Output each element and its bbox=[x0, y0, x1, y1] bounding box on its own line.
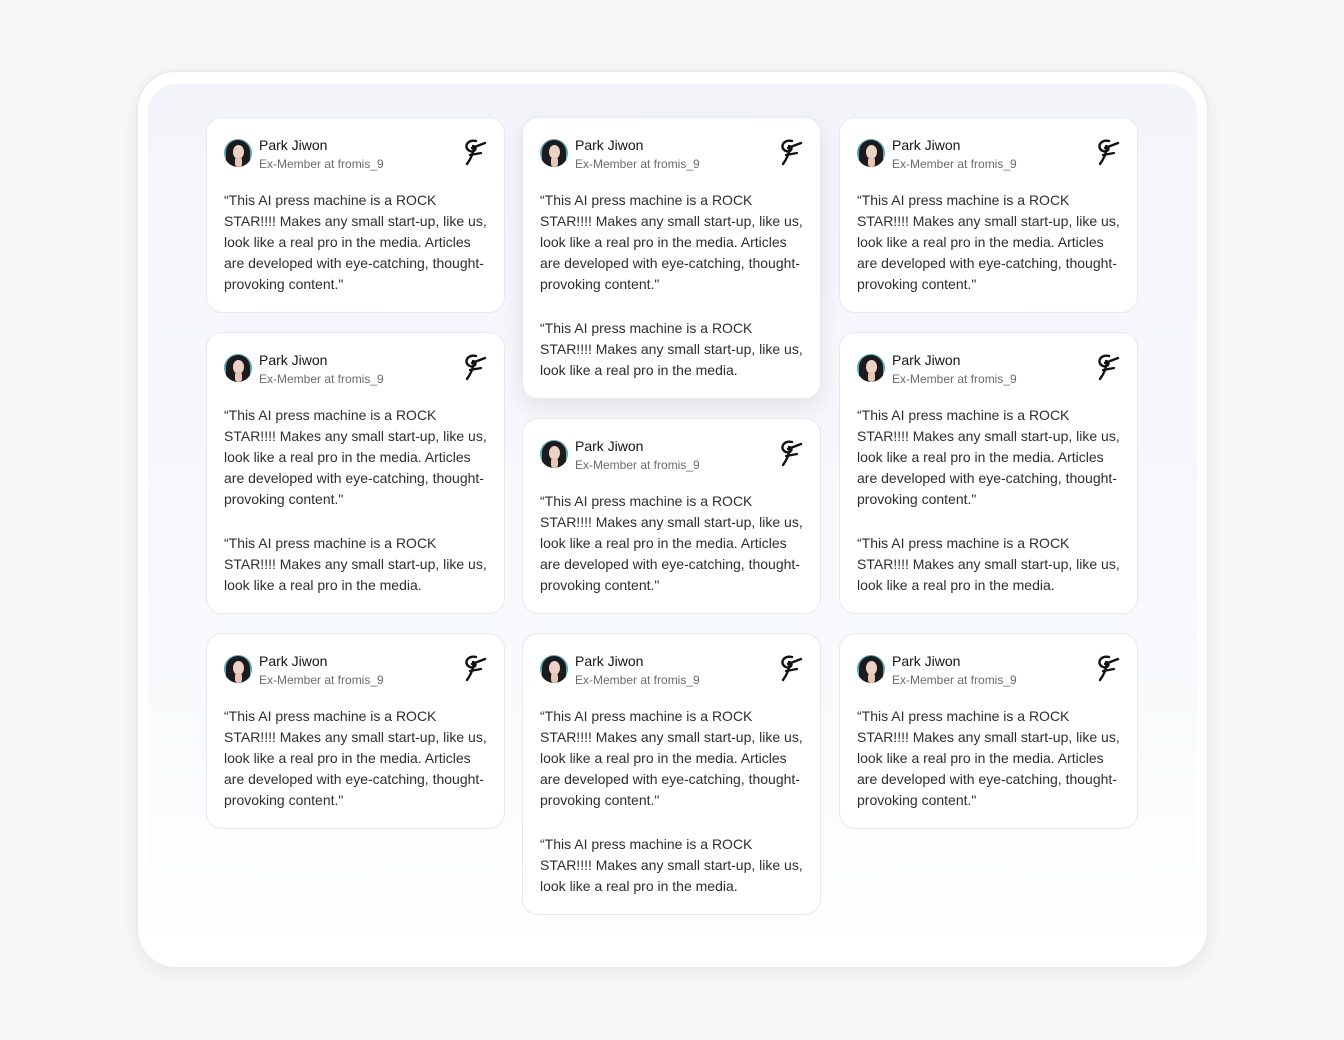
author-role: Ex-Member at fromis_9 bbox=[575, 458, 700, 472]
testimonial-section bbox=[148, 84, 1197, 957]
testimonial-quote: “This AI press machine is a ROCK STAR!!!! Makes any small start-up, like us, look like a real pro in the media. Articles are developed with eye-catching, thought-provoking content." bbox=[540, 192, 803, 292]
testimonial-quote: “This AI press machine is a ROCK STAR!!!! Makes any small start-up, like us, look like a real pro in the media. bbox=[540, 320, 803, 378]
testimonial-quote: “This AI press machine is a ROCK STAR!!!! Makes any small start-up, like us, look like a real pro in the media. bbox=[857, 535, 1120, 593]
avatar bbox=[224, 139, 252, 167]
author-name: Park Jiwon bbox=[259, 653, 328, 669]
brand-logo-icon bbox=[1094, 654, 1120, 682]
card-header bbox=[857, 652, 1120, 692]
card-header bbox=[224, 351, 487, 391]
card-header bbox=[857, 136, 1120, 176]
brand-logo-icon bbox=[777, 654, 803, 682]
card-header bbox=[540, 437, 803, 477]
card-header bbox=[540, 136, 803, 176]
testimonial-card bbox=[522, 633, 821, 915]
author-role: Ex-Member at fromis_9 bbox=[892, 673, 1017, 687]
avatar bbox=[857, 139, 885, 167]
author-role: Ex-Member at fromis_9 bbox=[575, 157, 700, 171]
author-role: Ex-Member at fromis_9 bbox=[259, 157, 384, 171]
author-role: Ex-Member at fromis_9 bbox=[892, 157, 1017, 171]
author-name: Park Jiwon bbox=[575, 137, 644, 153]
avatar bbox=[857, 655, 885, 683]
testimonial-quote: “This AI press machine is a ROCK STAR!!!! Makes any small start-up, like us, look like a real pro in the media. Articles are developed with eye-catching, thought-provoking content." bbox=[857, 407, 1120, 507]
testimonial-quote: “This AI press machine is a ROCK STAR!!!! Makes any small start-up, like us, look like a real pro in the media. bbox=[224, 535, 487, 593]
card-header bbox=[540, 652, 803, 692]
brand-logo-icon bbox=[1094, 353, 1120, 381]
author-name: Park Jiwon bbox=[259, 137, 328, 153]
brand-logo-icon bbox=[461, 654, 487, 682]
avatar bbox=[540, 139, 568, 167]
author-role: Ex-Member at fromis_9 bbox=[575, 673, 700, 687]
brand-logo-icon bbox=[461, 138, 487, 166]
author-name: Park Jiwon bbox=[575, 438, 644, 454]
brand-logo-icon bbox=[777, 439, 803, 467]
testimonial-quote: “This AI press machine is a ROCK STAR!!!! Makes any small start-up, like us, look like a real pro in the media. Articles are developed with eye-catching, thought-provoking content." bbox=[857, 708, 1120, 808]
testimonial-quote: “This AI press machine is a ROCK STAR!!!! Makes any small start-up, like us, look like a real pro in the media. Articles are developed with eye-catching, thought-provoking content." bbox=[224, 192, 487, 292]
testimonial-card bbox=[522, 418, 821, 614]
testimonial-card bbox=[206, 332, 505, 614]
testimonial-quote: “This AI press machine is a ROCK STAR!!!! Makes any small start-up, like us, look like a real pro in the media. Articles are developed with eye-catching, thought-provoking content." bbox=[540, 708, 803, 808]
card-header bbox=[857, 351, 1120, 391]
author-name: Park Jiwon bbox=[575, 653, 644, 669]
card-header bbox=[224, 136, 487, 176]
author-role: Ex-Member at fromis_9 bbox=[259, 673, 384, 687]
brand-logo-icon bbox=[461, 353, 487, 381]
card-header bbox=[224, 652, 487, 692]
testimonial-quote: “This AI press machine is a ROCK STAR!!!! Makes any small start-up, like us, look like a real pro in the media. Articles are developed with eye-catching, thought-provoking content." bbox=[857, 192, 1120, 292]
testimonial-card bbox=[522, 117, 821, 399]
testimonial-card bbox=[206, 633, 505, 829]
author-name: Park Jiwon bbox=[892, 653, 961, 669]
avatar bbox=[224, 655, 252, 683]
avatar bbox=[540, 655, 568, 683]
testimonial-quote: “This AI press machine is a ROCK STAR!!!! Makes any small start-up, like us, look like a real pro in the media. Articles are developed with eye-catching, thought-provoking content." bbox=[224, 407, 487, 507]
author-role: Ex-Member at fromis_9 bbox=[259, 372, 384, 386]
brand-logo-icon bbox=[1094, 138, 1120, 166]
testimonial-card bbox=[839, 633, 1138, 829]
testimonial-card bbox=[839, 117, 1138, 313]
avatar bbox=[857, 354, 885, 382]
author-name: Park Jiwon bbox=[259, 352, 328, 368]
author-role: Ex-Member at fromis_9 bbox=[892, 372, 1017, 386]
avatar bbox=[224, 354, 252, 382]
author-name: Park Jiwon bbox=[892, 352, 961, 368]
avatar bbox=[540, 440, 568, 468]
testimonial-card bbox=[206, 117, 505, 313]
testimonial-card bbox=[839, 332, 1138, 614]
testimonial-quote: “This AI press machine is a ROCK STAR!!!! Makes any small start-up, like us, look like a real pro in the media. bbox=[540, 836, 803, 894]
author-name: Park Jiwon bbox=[892, 137, 961, 153]
brand-logo-icon bbox=[777, 138, 803, 166]
testimonial-quote: “This AI press machine is a ROCK STAR!!!! Makes any small start-up, like us, look like a real pro in the media. Articles are developed with eye-catching, thought-provoking content." bbox=[540, 493, 803, 593]
testimonial-quote: “This AI press machine is a ROCK STAR!!!! Makes any small start-up, like us, look like a real pro in the media. Articles are developed with eye-catching, thought-provoking content." bbox=[224, 708, 487, 808]
